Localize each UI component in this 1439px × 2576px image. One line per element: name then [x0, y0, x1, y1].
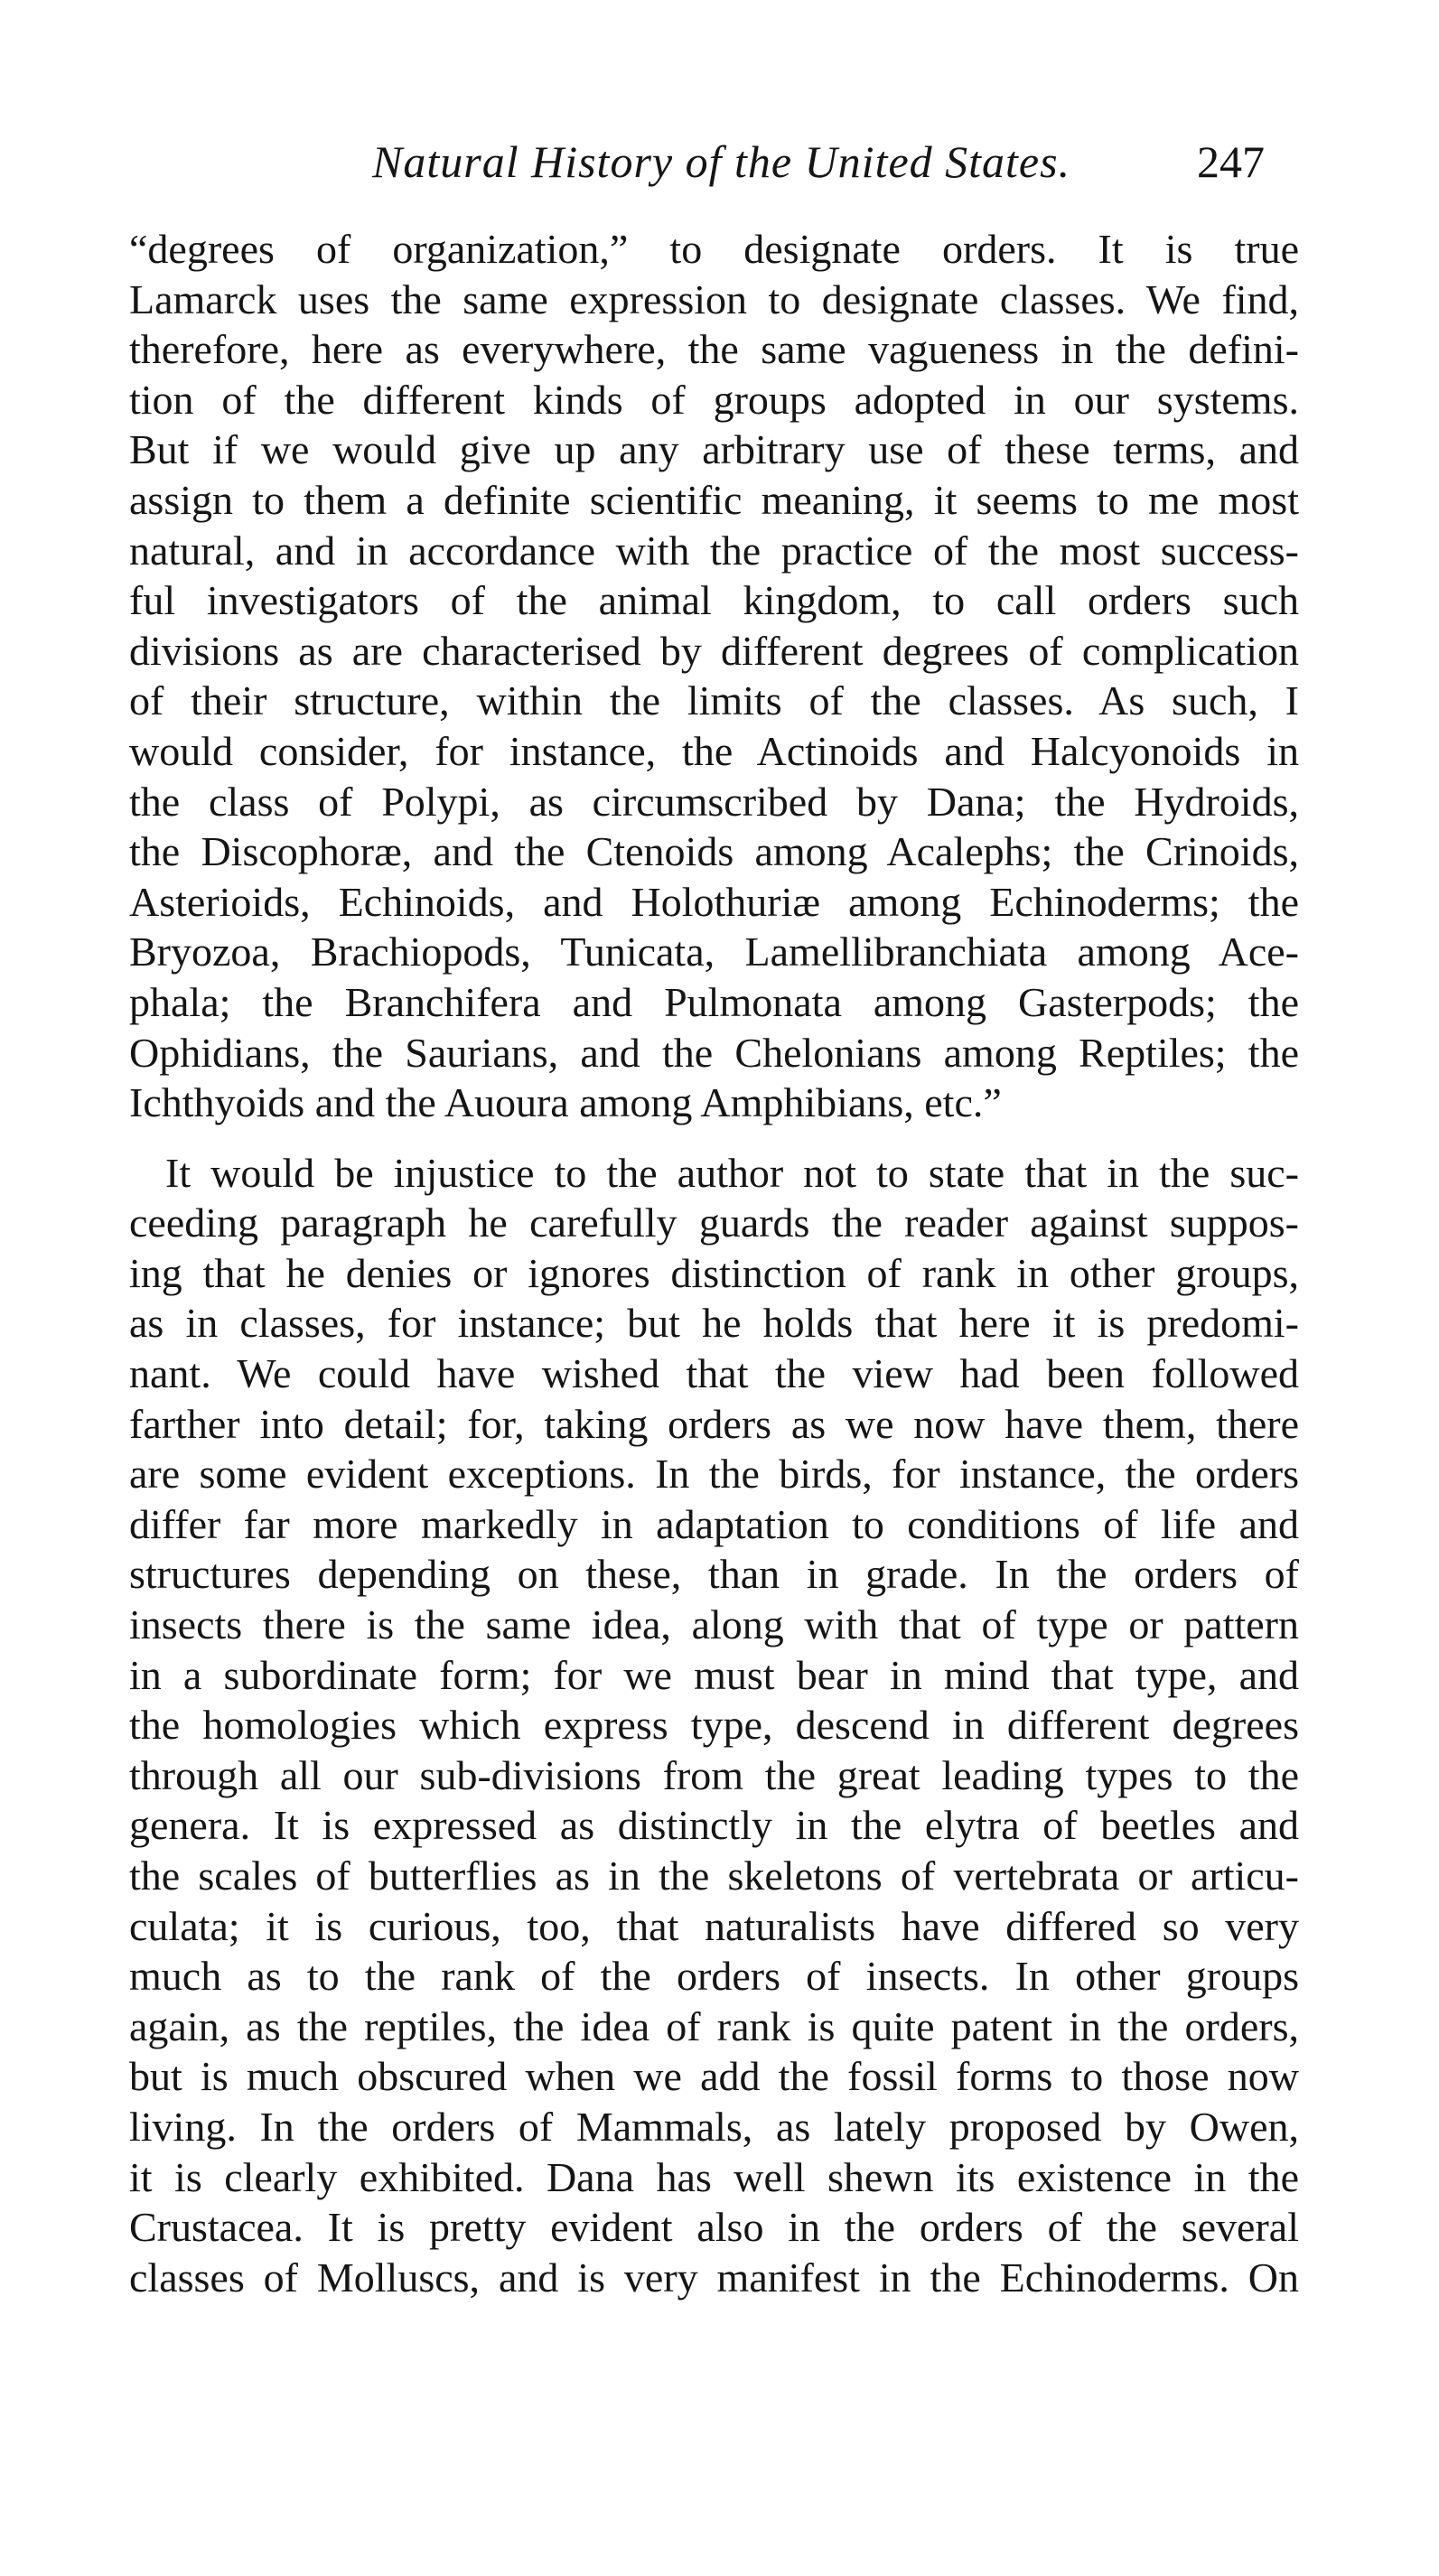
- page-number: 247: [1197, 136, 1265, 187]
- text-line: nant. We could have wished that the view had been followed: [129, 1350, 1299, 1397]
- text-line: the class of Polypi, as circumscribed by Dana; the Hydroids,: [129, 778, 1299, 825]
- paragraph-gap: [129, 1128, 1299, 1148]
- text-line: the homologies which express type, descend in different degrees: [129, 1702, 1299, 1749]
- text-line: as in classes, for instance; but he holds that here it is predomi-: [129, 1300, 1299, 1347]
- text-line: the scales of butterflies as in the skeletons of vertebrata or articu-: [129, 1853, 1299, 1899]
- text-line: differ far more markedly in adaptation to conditions of life and: [129, 1500, 1299, 1547]
- text-line: much as to the rank of the orders of insects. In other groups: [129, 1953, 1299, 2000]
- text-line: the Discophoræ, and the Ctenoids among Acalephs; the Crinoids,: [129, 828, 1299, 875]
- text-line: Ichthyoids and the Auoura among Amphibians, etc.”: [129, 1079, 1002, 1126]
- text-line: Lamarck uses the same expression to designate classes. We find,: [129, 275, 1299, 322]
- text-line: “degrees of organization,” to designate orders. It is true: [129, 226, 1299, 272]
- text-line: It would be injustice to the author not to state that in the suc-: [165, 1149, 1299, 1196]
- text-line: would consider, for instance, the Actinoids and Halcyonoids in: [129, 727, 1299, 774]
- paragraph-1: [129, 224, 1299, 1128]
- text-line: therefore, here as everywhere, the same vagueness in the defini-: [129, 326, 1299, 373]
- text-line: farther into detail; for, taking orders as we now have them, there: [129, 1400, 1299, 1447]
- text-line: classes of Molluscs, and is very manifest in the Echinoderms. On: [129, 2254, 1299, 2301]
- body-text: [129, 224, 1299, 2302]
- text-line: ful investigators of the animal kingdom, to call orders such: [129, 577, 1299, 624]
- text-line: in a subordinate form; for we must bear in mind that type, and: [129, 1651, 1299, 1698]
- text-line: divisions as are characterised by different degrees of complication: [129, 627, 1299, 674]
- text-line: it is clearly exhibited. Dana has well shewn its existence in the: [129, 2153, 1299, 2200]
- text-line: tion of the different kinds of groups adopted in our systems.: [129, 376, 1299, 423]
- text-line: Asterioids, Echinoids, and Holothuriæ among Echinoderms; the: [129, 878, 1299, 925]
- text-line: insects there is the same idea, along with that of type or pattern: [129, 1601, 1299, 1648]
- text-line: assign to them a definite scientific meaning, it seems to me most: [129, 476, 1299, 523]
- text-line: culata; it is curious, too, that naturalists have differed so very: [129, 1902, 1299, 1949]
- text-line: are some evident exceptions. In the birds, for instance, the orders: [129, 1451, 1299, 1498]
- text-line: natural, and in accordance with the practice of the most success-: [129, 527, 1299, 574]
- page-header: [0, 135, 1439, 199]
- text-line: ing that he denies or ignores distinction of rank in other groups,: [129, 1249, 1299, 1296]
- text-line: genera. It is expressed as distinctly in the elytra of beetles and: [129, 1802, 1299, 1849]
- text-line: phala; the Branchifera and Pulmonata among Gasterpods; the: [129, 978, 1299, 1025]
- text-line: living. In the orders of Mammals, as lately proposed by Owen,: [129, 2103, 1299, 2150]
- text-line: again, as the reptiles, the idea of rank is quite patent in the orders,: [129, 2002, 1299, 2049]
- text-line: Ophidians, the Saurians, and the Chelonians among Reptiles; the: [129, 1029, 1299, 1076]
- running-title: Natural History of the United States.: [372, 136, 1071, 187]
- text-line: of their structure, within the limits of the classes. As such, I: [129, 677, 1299, 724]
- text-line: But if we would give up any arbitrary use of these terms, and: [129, 426, 1299, 473]
- text-line: ceeding paragraph he carefully guards the reader against suppos-: [129, 1199, 1299, 1246]
- text-line: through all our sub-divisions from the great leading types to the: [129, 1751, 1299, 1798]
- text-line: structures depending on these, than in grade. In the orders of: [129, 1551, 1299, 1598]
- text-line: Crustacea. It is pretty evident also in the orders of the several: [129, 2204, 1299, 2251]
- paragraph-2: [129, 1148, 1299, 2303]
- text-line: but is much obscured when we add the fossil forms to those now: [129, 2053, 1299, 2100]
- text-line: Bryozoa, Brachiopods, Tunicata, Lamellibranchiata among Ace-: [129, 929, 1299, 975]
